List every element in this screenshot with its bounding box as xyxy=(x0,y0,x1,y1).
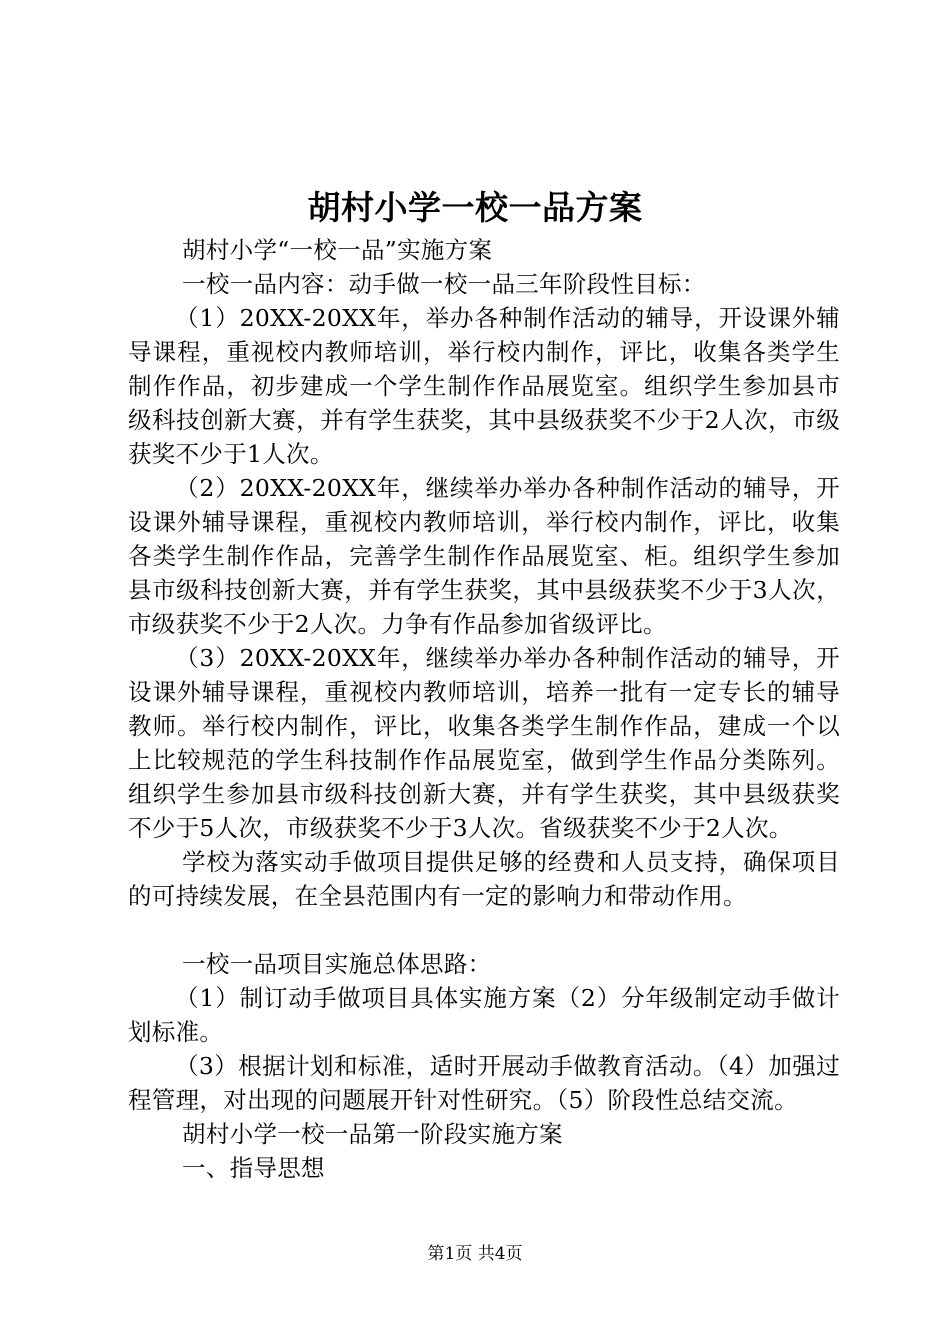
paragraph-approach-heading: 一校一品项目实施总体思路： xyxy=(182,950,492,978)
paragraph-goal-1: （1）20XX-20XX年，举办各种制作活动的辅导，开设课外辅导课程，重视校内教师培训，举行校内制作，评比，收集各类学生制作作品，初步建成一个学生制作作品展览室。组织学生参加县市级科技创新大赛，并有学生获奖，其中县级获奖不少于2人次，市级获奖不少于1人次。 xyxy=(128,304,840,468)
paragraph-goal-3: （3）20XX-20XX年，继续举办举办各种制作活动的辅导，开设课外辅导课程，重视校内教师培训，培养一批有一定专长的辅导教师。举行校内制作，评比，收集各类学生制作作品，建成一个以上比较规范的学生科技制作作品展览室，做到学生作品分类陈列。组织学生参加县市级科技创新大赛，并有学生获奖，其中县级获奖不少于5人次，市级获奖不少于3人次。省级获奖不少于2人次。 xyxy=(128,644,840,842)
paragraph-phase1-heading: 胡村小学一校一品第一阶段实施方案 xyxy=(182,1120,563,1148)
document-title: 胡村小学一校一品方案 xyxy=(307,188,643,227)
paragraph-approach-3-5: （3）根据计划和标准，适时开展动手做教育活动。（4）加强过程管理，对出现的问题展开针对性研究。（5）阶段性总结交流。 xyxy=(128,1052,840,1114)
paragraph-support: 学校为落实动手做项目提供足够的经费和人员支持，确保项目的可持续发展，在全县范围内有一定的影响力和带动作用。 xyxy=(128,848,840,910)
paragraph-content-goals: 一校一品内容：动手做一校一品三年阶段性目标： xyxy=(182,270,706,298)
paragraph-approach-1-2: （1）制订动手做项目具体实施方案（2）分年级制定动手做计划标准。 xyxy=(128,984,840,1046)
document-body xyxy=(128,233,840,1185)
page-number-footer: 第1页 共4页 xyxy=(427,1244,523,1264)
paragraph-plan-heading: 胡村小学“一校一品”实施方案 xyxy=(182,236,493,264)
paragraph-goal-2: （2）20XX-20XX年，继续举办举办各种制作活动的辅导，开设课外辅导课程，重视校内教师培训，举行校内制作，评比，收集各类学生制作作品，完善学生制作作品展览室、柜。组织学生参加县市级科技创新大赛，并有学生获奖，其中县级获奖不少于3人次，市级获奖不少于2人次。力争有作品参加省级评比。 xyxy=(128,474,840,638)
paragraph-guiding-ideology: 一、指导思想 xyxy=(182,1154,325,1182)
paragraph-gap xyxy=(128,913,840,947)
